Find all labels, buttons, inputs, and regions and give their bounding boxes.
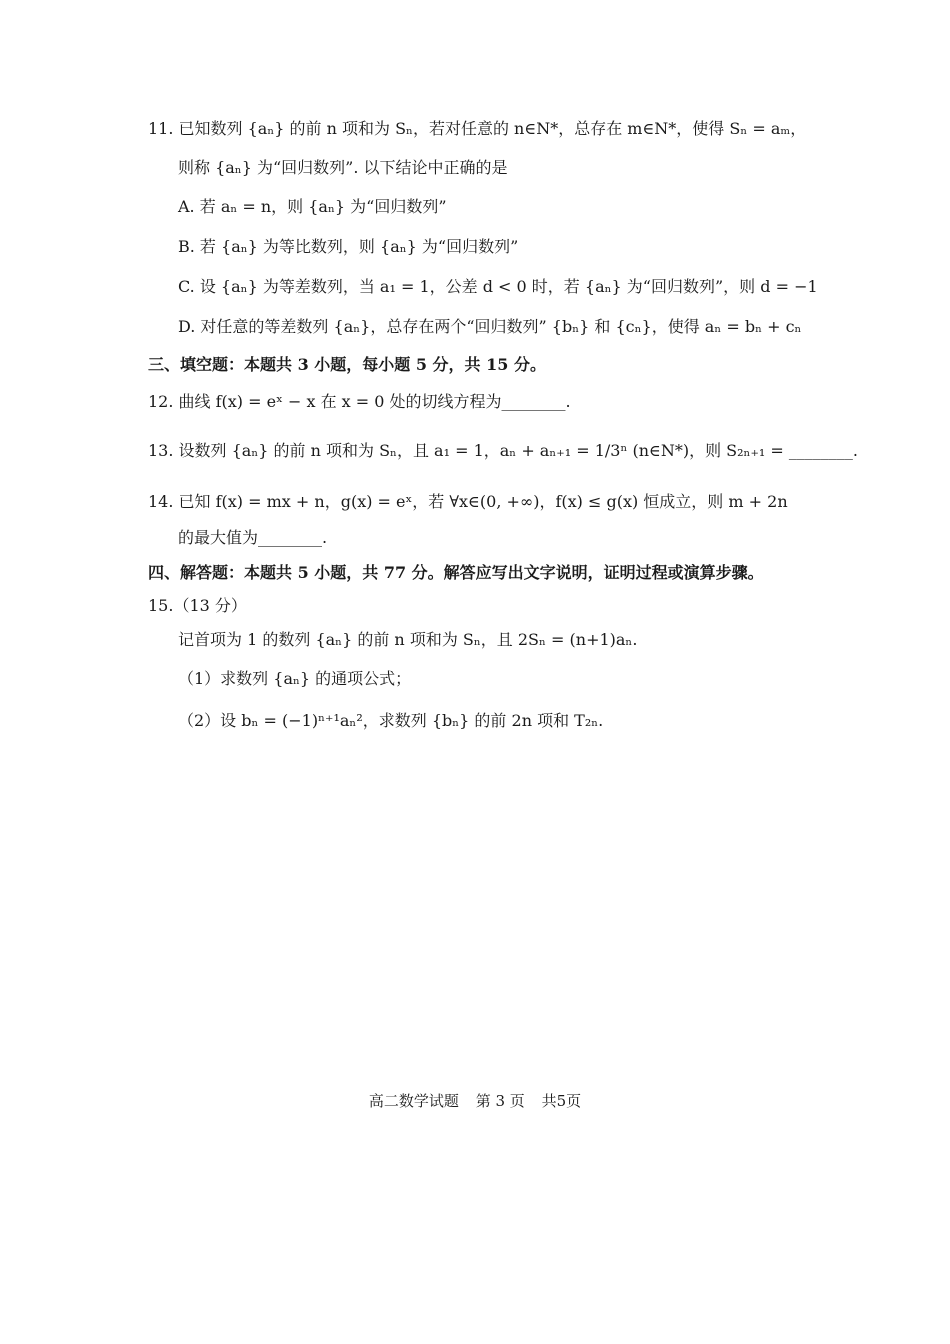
- question-15-part-1: （1）求数列 {aₙ} 的通项公式；: [178, 669, 412, 688]
- question-11-option-b: B. 若 {aₙ} 为等比数列，则 {aₙ} 为“回归数列”: [178, 237, 519, 256]
- question-14-line-1: 14. 已知 f(x) = mx + n，g(x) = eˣ，若 ∀x∈(0, +∞)，f(x) ≤ g(x) 恒成立，则 m + 2n: [148, 492, 788, 511]
- question-12: 12. 曲线 f(x) = eˣ − x 在 x = 0 处的切线方程为________.: [148, 392, 571, 411]
- question-15-part-2: （2）设 bₙ = (−1)ⁿ⁺¹aₙ²，求数列 {bₙ} 的前 2n 项和 T₂ₙ.: [178, 711, 604, 730]
- footer-subject: 高二数学试题: [368, 1092, 459, 1110]
- page-footer: [0, 1090, 950, 1112]
- question-11-option-c: C. 设 {aₙ} 为等差数列，当 a₁ = 1，公差 d < 0 时，若 {aₙ} 为“回归数列”，则 d = −1: [178, 277, 818, 296]
- question-15-intro: 记首项为 1 的数列 {aₙ} 的前 n 项和为 Sₙ，且 2Sₙ = (n+1)aₙ.: [178, 630, 638, 649]
- question-11-line-2: 则称 {aₙ} 为“回归数列”. 以下结论中正确的是: [178, 158, 508, 177]
- question-11-option-a: A. 若 aₙ = n，则 {aₙ} 为“回归数列”: [178, 197, 447, 216]
- footer-total-pages: 共5页: [541, 1092, 582, 1110]
- question-13: 13. 设数列 {aₙ} 的前 n 项和为 Sₙ，且 a₁ = 1，aₙ + aₙ₊₁ = 1/3ⁿ (n∈N*)，则 S₂ₙ₊₁ = ________.: [148, 441, 859, 460]
- section-4-heading: 四、解答题：本题共 5 小题，共 77 分。解答应写出文字说明，证明过程或演算步骤。: [148, 563, 764, 582]
- question-15-title: 15.（13 分）: [148, 596, 247, 615]
- question-11-option-d: D. 对任意的等差数列 {aₙ}，总存在两个“回归数列” {bₙ} 和 {cₙ}，使得 aₙ = bₙ + cₙ: [178, 317, 802, 336]
- question-11-line-1: 11. 已知数列 {aₙ} 的前 n 项和为 Sₙ，若对任意的 n∈N*，总存在 m∈N*，使得 Sₙ = aₘ，: [148, 119, 807, 138]
- footer-page-number: 第 3 页: [475, 1092, 525, 1110]
- section-3-heading: 三、填空题：本题共 3 小题，每小题 5 分，共 15 分。: [148, 355, 546, 374]
- question-14-line-2: 的最大值为________.: [178, 528, 328, 547]
